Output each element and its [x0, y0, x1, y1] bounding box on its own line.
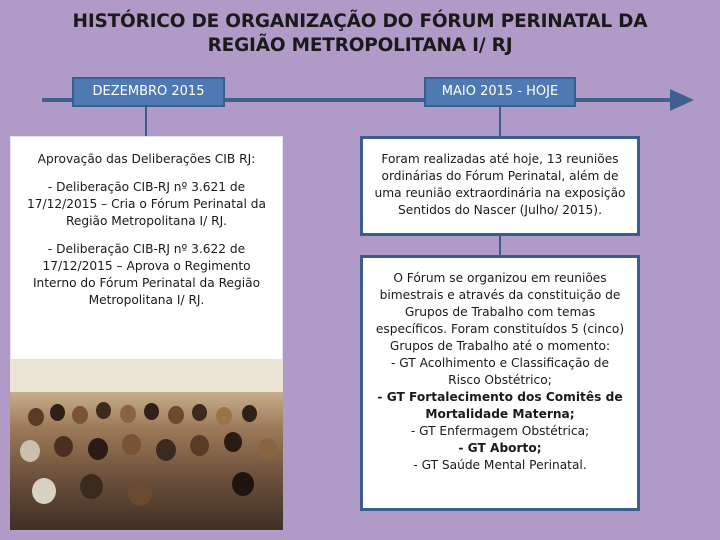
right-card-working-groups [360, 255, 640, 511]
left-card-item-2: - Deliberação CIB-RJ nº 3.622 de 17/12/2015 – Aprova o Regimento Interno do Fórum Perinatal da Região Metropolitana I/ RJ. [32, 242, 261, 307]
meeting-photo [10, 360, 283, 530]
working-group-item: - GT Acolhimento e Classificação de Risco Obstétrico; [391, 356, 609, 387]
date-box-left: DEZEMBRO 2015 [72, 77, 225, 107]
working-group-item: - GT Enfermagem Obstétrica; [410, 424, 590, 438]
connector-left [145, 105, 147, 137]
left-card-item-1: - Deliberação CIB-RJ nº 3.621 de 17/12/2015 – Cria o Fórum Perinatal da Região Metropolitana I/ RJ. [27, 180, 266, 228]
working-groups-intro: O Fórum se organizou em reuniões bimestrais e através da constituição de Grupos de Trabalho com temas específicos. Foram constituídos 5 (cinco) Grupos de Trabalho até o momento: [375, 271, 625, 353]
right-card-meetings-text: Foram realizadas até hoje, 13 reuniões ordinárias do Fórum Perinatal, além de uma reunião extraordinária na exposição Sentidos do Nascer (Julho/ 2015). [374, 152, 626, 217]
left-card [10, 136, 283, 360]
title-line-2: REGIÃO METROPOLITANA I/ RJ [207, 35, 513, 56]
right-card-meetings [360, 136, 640, 236]
date-box-right: MAIO 2015 - HOJE [424, 77, 576, 107]
working-group-item: - GT Aborto; [458, 441, 542, 455]
title-line-1: HISTÓRICO DE ORGANIZAÇÃO DO FÓRUM PERINATAL DA [72, 11, 648, 32]
connector-right-lower [499, 236, 501, 256]
working-group-item: - GT Saúde Mental Perinatal. [413, 458, 587, 472]
timeline-arrow-icon [670, 89, 694, 111]
page-title [40, 10, 680, 58]
connector-right [499, 105, 501, 137]
photo-wall [10, 360, 283, 392]
working-group-item: - GT Fortalecimento dos Comitês de Mortalidade Materna; [377, 390, 623, 421]
left-card-heading: Aprovação das Deliberações CIB RJ: [37, 152, 256, 166]
